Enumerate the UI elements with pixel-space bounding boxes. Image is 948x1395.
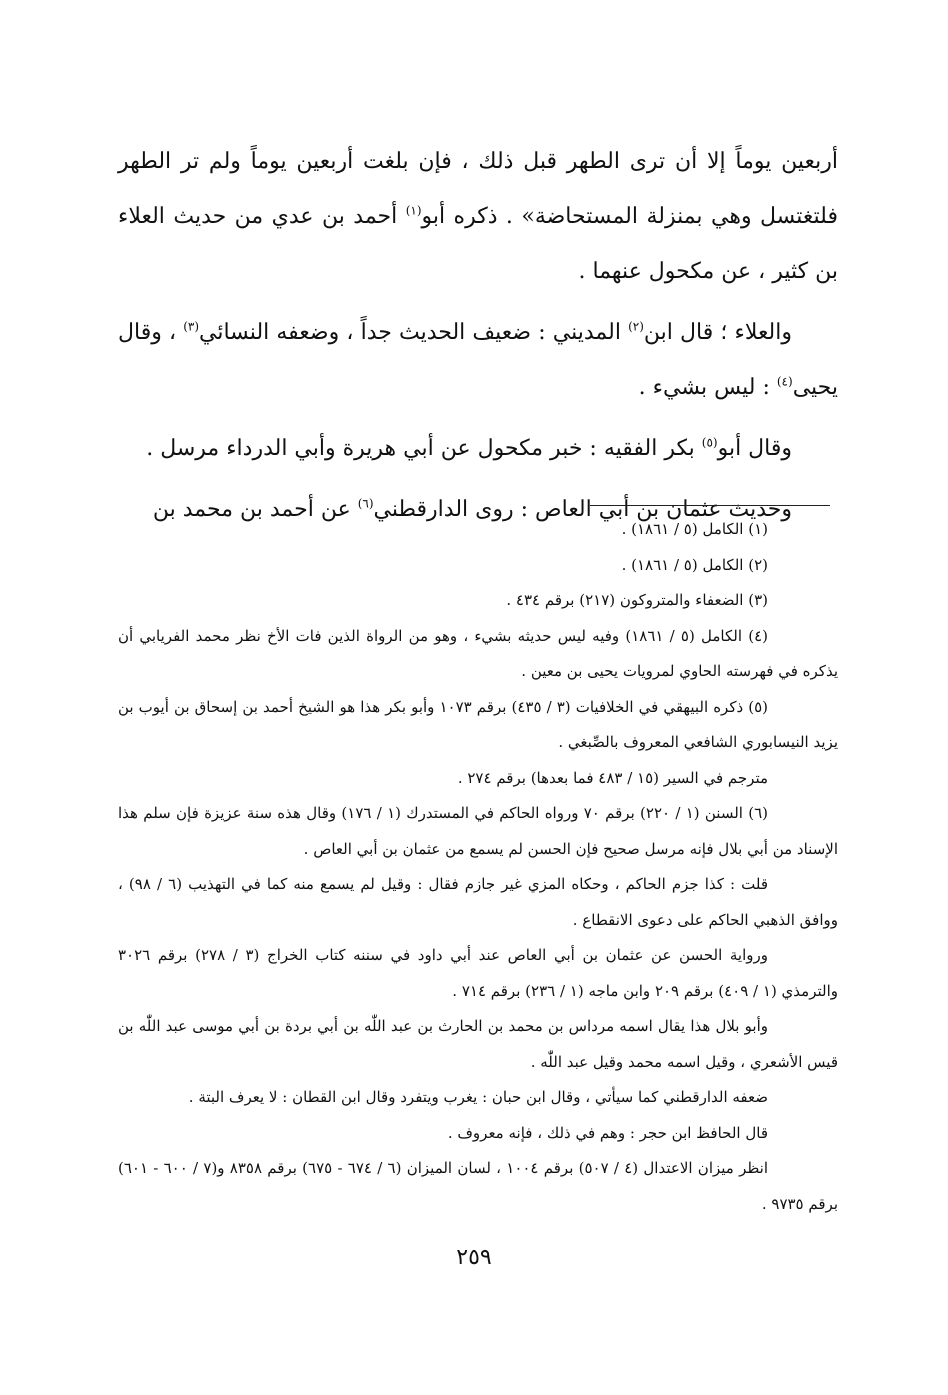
footnote-continuation: انظر ميزان الاعتدال (٤ / ٥٠٧) برقم ١٠٠٤ ، لسان الميزان (٦ / ٦٧٤ - ٦٧٥) برقم ٨٣٥٨ و(٧ / ٦٠٠ - ٦٠١) برقم ٩٧٣٥ .	[118, 1159, 838, 1213]
text-run: وقال أبو	[717, 436, 792, 461]
footnotes	[118, 512, 838, 1222]
paragraph	[118, 421, 838, 476]
text-run: : ليس بشيء .	[638, 375, 777, 400]
text-run: أحمد بن عدي من حديث العلاء بن كثير ، عن مكحول عنهما .	[118, 204, 838, 284]
footnote: (٦) السنن (١ / ٢٢٠) برقم ٧٠ ورواه الحاكم في المستدرك (١ / ١٧٦) وقال هذه سنة عزيزة فإن سلم هذا الإسناد من أبي بلال فإنه مرسل صحيح فإن الحسن لم يسمع من عثمان بن أبي العاص .	[118, 804, 838, 858]
main-text	[118, 134, 838, 543]
paragraph	[118, 305, 838, 415]
text-run: والعلاء ؛ قال ابن	[643, 320, 792, 345]
footnote: (٣) الضعفاء والمتروكون (٢١٧) برقم ٤٣٤ .	[506, 591, 768, 609]
footnote-continuation: قال الحافظ ابن حجر : وهم في ذلك ، فإنه معروف .	[447, 1123, 768, 1142]
footnote-continuation: وأبو بلال هذا يقال اسمه مرداس بن محمد بن الحارث بن عبد اللّٰه بن أبي بردة بن أبي موسى عبد اللّٰه بن قيس الأشعري ، وقيل اسمه محمد وقيل عبد اللّٰه .	[118, 1017, 838, 1071]
footnote-ref: (٢)	[628, 319, 644, 334]
footnote: (٤) الكامل (٥ / ١٨٦١) وفيه ليس حديثه بشيء ، وهو من الرواة الذين فات الأخ نظر محمد الفريابي أن يذكره في فهرسته الحاوي لمرويات يحيى بن معين .	[118, 626, 838, 680]
paragraph	[118, 134, 838, 299]
footnote-continuation: ورواية الحسن عن عثمان بن أبي العاص عند أبي داود في سننه كتاب الخراج (٣ / ٢٧٨) برقم ٣٠٢٦ والترمذي (١ / ٤٠٩) برقم ٢٠٩ وابن ماجه (١ / ٢٣٦) برقم ٧١٤ .	[118, 946, 838, 1000]
footnote-ref: (٣)	[183, 319, 200, 334]
text-run: عن أحمد بن محمد بن	[152, 497, 358, 522]
footnote-ref: (١)	[405, 203, 422, 218]
footnote: (١) الكامل (٥ / ١٨٦١) .	[621, 520, 768, 538]
footnote-separator	[590, 505, 830, 506]
footnote-continuation: مترجم في السير (١٥ / ٤٨٣ فما بعدها) برقم ٢٧٤ .	[457, 768, 768, 787]
footnote-ref: (٥)	[701, 435, 718, 450]
text-run: ، وقال يحيى	[118, 320, 838, 400]
footnote-ref: (٦)	[357, 496, 374, 511]
footnote-continuation: قلت : كذا جزم الحاكم ، وحكاه المزي غير جازم فقال : وقيل لم يسمع منه كما في التهذيب (٦ / ٩٨) ، ووافق الذهبي الحاكم على دعوى الانقطاع .	[118, 875, 838, 929]
footnote-ref: (٤)	[776, 374, 793, 389]
text-run: أربعين يوماً إلا أن ترى الطهر قبل ذلك ، فإن بلغت أربعين يوماً ولم تر الطهر فلتغتسل وهي بمنزلة المستحاضة» . ذكره أبو	[118, 149, 838, 229]
footnote: (٥) ذكره البيهقي في الخلافيات (٣ / ٤٣٥) برقم ١٠٧٣ وأبو بكر هذا هو الشيخ أحمد بن إسحاق بن أيوب بن يزيد النيسابوري الشافعي المعروف بالصِّبغي .	[118, 697, 838, 751]
text-run: بكر الفقيه : خبر مكحول عن أبي هريرة وأبي الدرداء مرسل .	[146, 436, 702, 461]
footnote-continuation: ضعفه الدارقطني كما سيأتي ، وقال ابن حبان : يغرب ويتفرد وقال ابن القطان : لا يعرف البتة .	[188, 1088, 768, 1106]
text-run: وحديث عثمان بن أبي العاص : روى الدارقطني	[373, 497, 792, 522]
page-number: ٢٥٩	[456, 1245, 492, 1270]
footnote: (٢) الكامل (٥ / ١٨٦١) .	[621, 555, 768, 574]
text-run: المديني : ضعيف الحديث جداً ، وضعفه النسائي	[199, 320, 629, 345]
